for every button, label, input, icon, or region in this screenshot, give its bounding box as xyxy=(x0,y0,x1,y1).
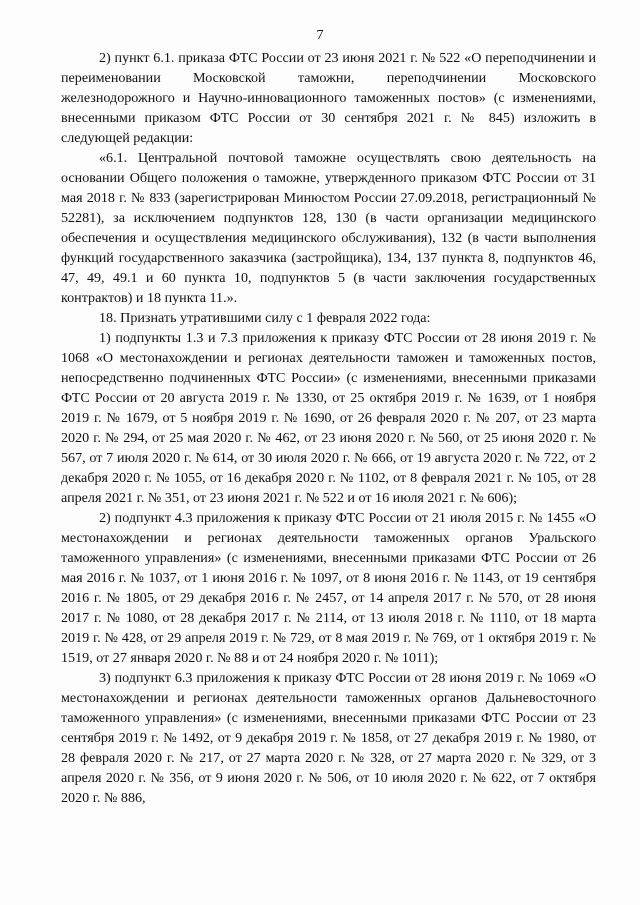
paragraph-item-2: 2) пункт 6.1. приказа ФТС России от 23 июня 2021 г. № 522 «О переподчинении и переименовании Московской таможни, переподчинении Московского железнодорожного и Научно-инновационного таможенных постов» (с изменениями, внесенными приказом ФТС России от 30 сентября 2021 г. № 845) изложить в следующей редакции: xyxy=(61,50,596,146)
paragraph-subitem-1: 1) подпункты 1.3 и 7.3 приложения к приказу ФТС России от 28 июня 2019 г. № 1068 «О местонахождении и регионах деятельности таможен и таможенных постов, непосредственно подчиненных ФТС России» (с изменениями, внесенными приказами ФТС России от 20 августа 2019 г. № 1330, от 25 октября 2019 г. № 1639, от 1 ноября 2019 г. № 1679, от 5 ноября 2019 г. № 1690, от 26 февраля 2020 г. № 207, от 23 марта 2020 г. № 294, от 25 мая 2020 г. № 462, от 23 июня 2020 г. № 560, от 25 июня 2020 г. № 567, от 7 июля 2020 г. № 614, от 30 июля 2020 г. № 666, от 19 августа 2020 г. № 722, от 2 декабря 2020 г. № 1055, от 16 декабря 2020 г. № 1102, от 8 февраля 2021 г. № 105, от 28 апреля 2021 г. № 351, от 23 июня 2021 г. № 522 и от 16 июля 2021 г. № 606); xyxy=(61,330,596,506)
document-body xyxy=(61,48,596,808)
page-number: 7 xyxy=(316,28,324,43)
paragraph-item-18: 18. Признать утратившими силу с 1 февраля 2022 года: xyxy=(99,310,431,326)
paragraph-subitem-3: 3) подпункт 6.3 приложения к приказу ФТС России от 28 июня 2019 г. № 1069 «О местонахождении и регионах деятельности таможенных органов Дальневосточного таможенного управления» (с изменениями, внесенными приказами ФТС России от 23 сентября 2019 г. № 1492, от 9 декабря 2019 г. № 1858, от 27 декабря 2019 г. № 1980, от 28 февраля 2020 г. № 217, от 27 марта 2020 г. № 328, от 27 марта 2020 г. № 329, от 3 апреля 2020 г. № 356, от 9 июня 2020 г. № 506, от 10 июля 2020 г. № 622, от 7 октября 2020 г. № 886, xyxy=(61,670,596,806)
paragraph-quoted-6-1: «6.1. Центральной почтовой таможне осуществлять свою деятельность на основании Общего положения о таможне, утвержденного приказом ФТС России от 31 мая 2018 г. № 833 (зарегистрирован Минюстом России 27.09.2018, регистрационный № 52281), за исключением подпунктов 128, 130 (в части организации медицинского обеспечения и осуществления медицинского обслуживания), 132 (в части выполнения функций государственного заказчика (застройщика), 134, 137 пункта 8, подпунктов 46, 47, 49, 49.1 и 60 пункта 10, подпунктов 5 (в части заключения государственных контрактов) и 18 пункта 11.». xyxy=(61,150,596,306)
paragraph-subitem-2: 2) подпункт 4.3 приложения к приказу ФТС России от 21 июля 2015 г. № 1455 «О местонахождении и регионах деятельности таможенных органов Уральского таможенного управления» (с изменениями, внесенными приказами ФТС России от 26 мая 2016 г. № 1037, от 1 июня 2016 г. № 1097, от 8 июня 2016 г. № 1143, от 19 сентября 2016 г. № 1805, от 29 декабря 2016 г. № 2457, от 14 апреля 2017 г. № 570, от 28 июня 2017 г. № 1080, от 28 декабря 2017 г. № 2114, от 13 июля 2018 г. № 1110, от 18 марта 2019 г. № 428, от 29 апреля 2019 г. № 729, от 8 мая 2019 г. № 769, от 1 октября 2019 г. № 1519, от 27 января 2020 г. № 88 и от 24 ноября 2020 г. № 1011); xyxy=(61,510,596,666)
